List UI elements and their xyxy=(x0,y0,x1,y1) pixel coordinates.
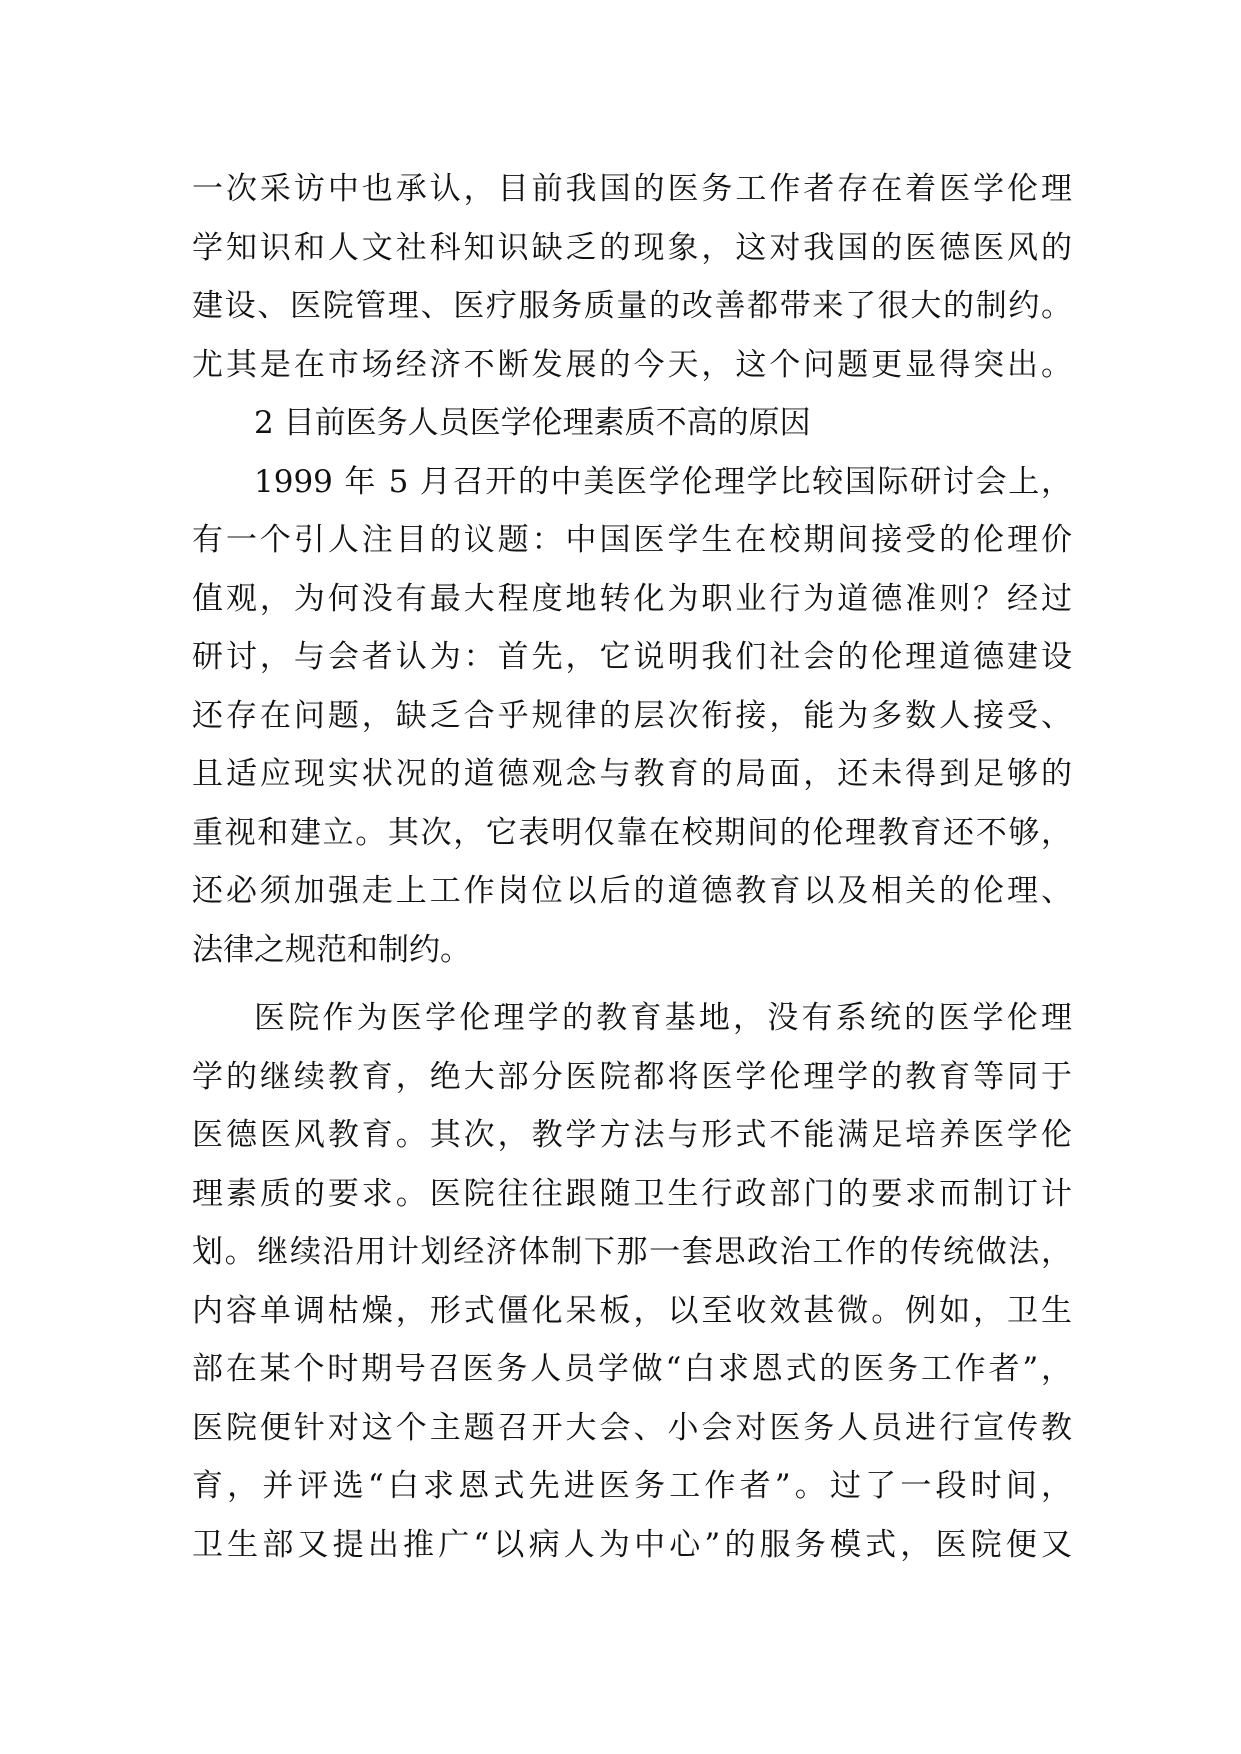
paragraph-gap xyxy=(192,979,1072,989)
text-line: 医院作为医学伦理学的教育基地，没有系统的医学伦理 xyxy=(254,1000,1072,1036)
text-line: 1999 年 5 月召开的中美医学伦理学比较国际研讨会上， xyxy=(254,463,1072,500)
text-line: 医院便针对这个主题召开大会、小会对医务人员进行宣传教 xyxy=(192,1409,1072,1446)
text-line: 还必须加强走上工作岗位以后的道德教育以及相关的伦理、 xyxy=(192,873,1072,909)
text-line: 理素质的要求。医院往往跟随卫生行政部门的要求而制订计 xyxy=(192,1175,1072,1212)
text-line: 育，并评选“白求恩式先进医务工作者”。过了一段时间， xyxy=(192,1468,1072,1504)
text-line: 重视和建立。其次，它表明仅靠在校期间的伦理教育还不够， xyxy=(192,814,1072,851)
text-line: 学知识和人文社科知识缺乏的现象，这对我国的医德医风的 xyxy=(192,229,1072,266)
text-line: 部在某个时期号召医务人员学做“白求恩式的医务工作者”， xyxy=(192,1351,1072,1387)
text-line: 还存在问题，缺乏合乎规律的层次衔接，能为多数人接受、 xyxy=(192,697,1072,734)
text-line: 医德医风教育。其次，教学方法与形式不能满足培养医学伦 xyxy=(192,1117,1072,1153)
text-line: 尤其是在市场经济不断发展的今天，这个问题更显得突出。 xyxy=(192,346,1072,383)
text-line: 法律之规范和制约。 xyxy=(192,931,471,968)
text-line: 且适应现实状况的道德观念与教育的局面，还未得到足够的 xyxy=(192,756,1072,792)
document-body xyxy=(192,160,1072,1574)
text-line: 一次采访中也承认，目前我国的医务工作者存在着医学伦理 xyxy=(192,171,1072,207)
text-line: 建设、医院管理、医疗服务质量的改善都带来了很大的制约。 xyxy=(192,288,1072,324)
text-line: 研讨，与会者认为：首先，它说明我们社会的伦理道德建设 xyxy=(192,639,1072,675)
text-line: 卫生部又提出推广“以病人为中心”的服务模式，医院便又 xyxy=(192,1526,1072,1563)
text-line: 划。继续沿用计划经济体制下那一套思政治工作的传统做法， xyxy=(192,1234,1072,1270)
text-line: 学的继续教育，绝大部分医院都将医学伦理学的教育等同于 xyxy=(192,1058,1072,1095)
text-line: 值观，为何没有最大程度地转化为职业行为道德准则？经过 xyxy=(192,580,1072,617)
text-line: 内容单调枯燥，形式僵化呆板，以至收效甚微。例如，卫生 xyxy=(192,1292,1072,1329)
text-line: 有一个引人注目的议题：中国医学生在校期间接受的伦理价 xyxy=(192,522,1072,558)
section-heading: 2 目前医务人员医学伦理素质不高的原因 xyxy=(254,405,811,441)
